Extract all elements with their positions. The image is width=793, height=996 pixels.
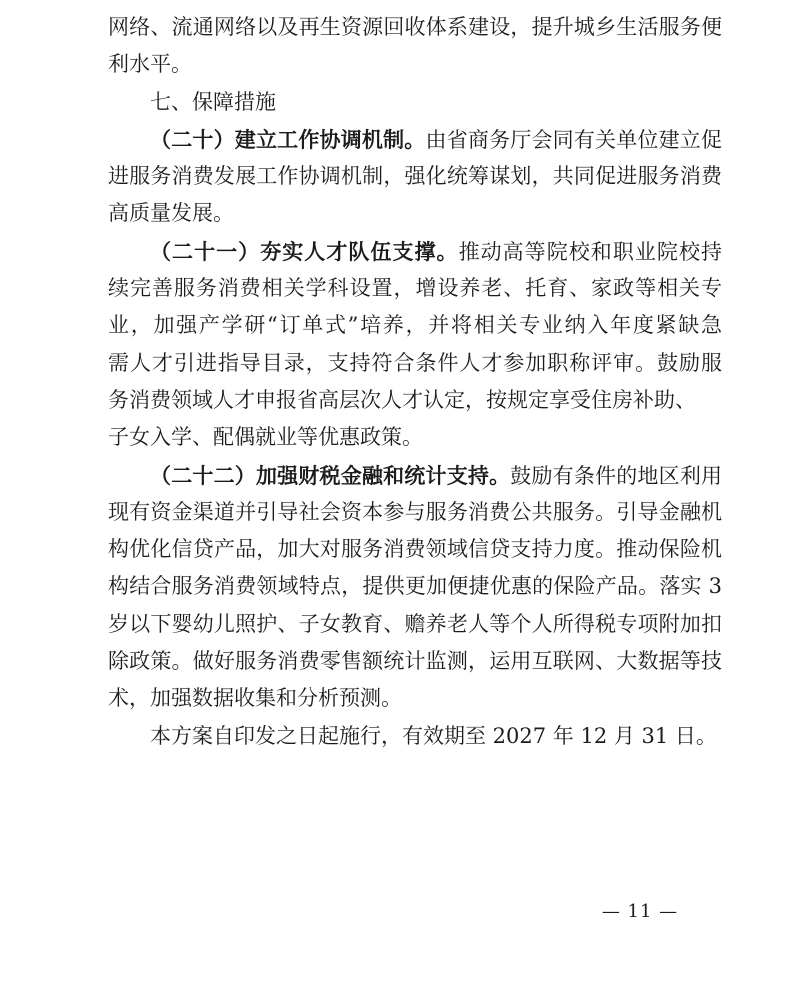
clause-text: 由省商务厅会同有关单位建立促	[425, 127, 722, 152]
body-text-line: 网络、流通网络以及再生资源回收体系建设，提升城乡生活服务便	[108, 15, 722, 39]
body-text-line: 本方案自印发之日起施行，有效期至 2027 年 12 月 31 日。	[150, 723, 717, 748]
body-text-line: 术，加强数据收集和分析预测。	[108, 686, 402, 711]
clause-text: 鼓励有条件的地区利用	[510, 463, 722, 488]
body-text-line: 除政策。做好服务消费零售额统计监测，运用互联网、大数据等技	[108, 649, 722, 674]
body-text-line	[108, 121, 722, 158]
body-text-line: 续完善服务消费相关学科设置，增设养老、托育、家政等相关专	[108, 276, 722, 301]
body-text-line: 利水平。	[108, 52, 192, 77]
body-text-line: 现有资金渠道并引导社会资本参与服务消费公共服务。引导金融机	[108, 499, 722, 524]
body-text-line: 高质量发展。	[108, 201, 234, 226]
body-text-line: 构结合服务消费领域特点，提供更加便捷优惠的保险产品。落实 3	[108, 574, 722, 599]
clause-title: （二十二）加强财税金融和统计支持。	[150, 462, 511, 488]
body-text-line: 构优化信贷产品，加大对服务消费领域信贷支持力度。推动保险机	[108, 537, 722, 562]
section-heading: 七、保障措施	[150, 89, 276, 114]
page-number: — 11 —	[601, 901, 679, 922]
body-text-line: 进服务消费发展工作协调机制，强化统筹谋划，共同促进服务消费	[108, 164, 722, 189]
body-text-line	[108, 457, 722, 494]
body-text-line: 岁以下婴幼儿照护、子女教育、赡养老人等个人所得税专项附加扣	[108, 611, 722, 636]
clause-title: （二十一）夯实人才队伍支撑。	[150, 238, 459, 264]
clause-title: （二十）建立工作协调机制。	[150, 126, 426, 152]
body-text-line: 子女入学、配偶就业等优惠政策。	[108, 425, 423, 450]
clause-text: 推动高等院校和职业院校持	[458, 239, 722, 264]
body-text-line	[108, 233, 722, 270]
body-text-line: 务消费领域人才申报省高层次人才认定，按规定享受住房补助、	[108, 387, 696, 412]
document-body	[108, 9, 722, 755]
body-text-line: 需人才引进指导目录，支持符合条件人才参加职称评审。鼓励服	[108, 350, 722, 375]
body-text-line: 业，加强产学研“订单式”培养，并将相关专业纳入年度紧缺急	[108, 313, 722, 338]
